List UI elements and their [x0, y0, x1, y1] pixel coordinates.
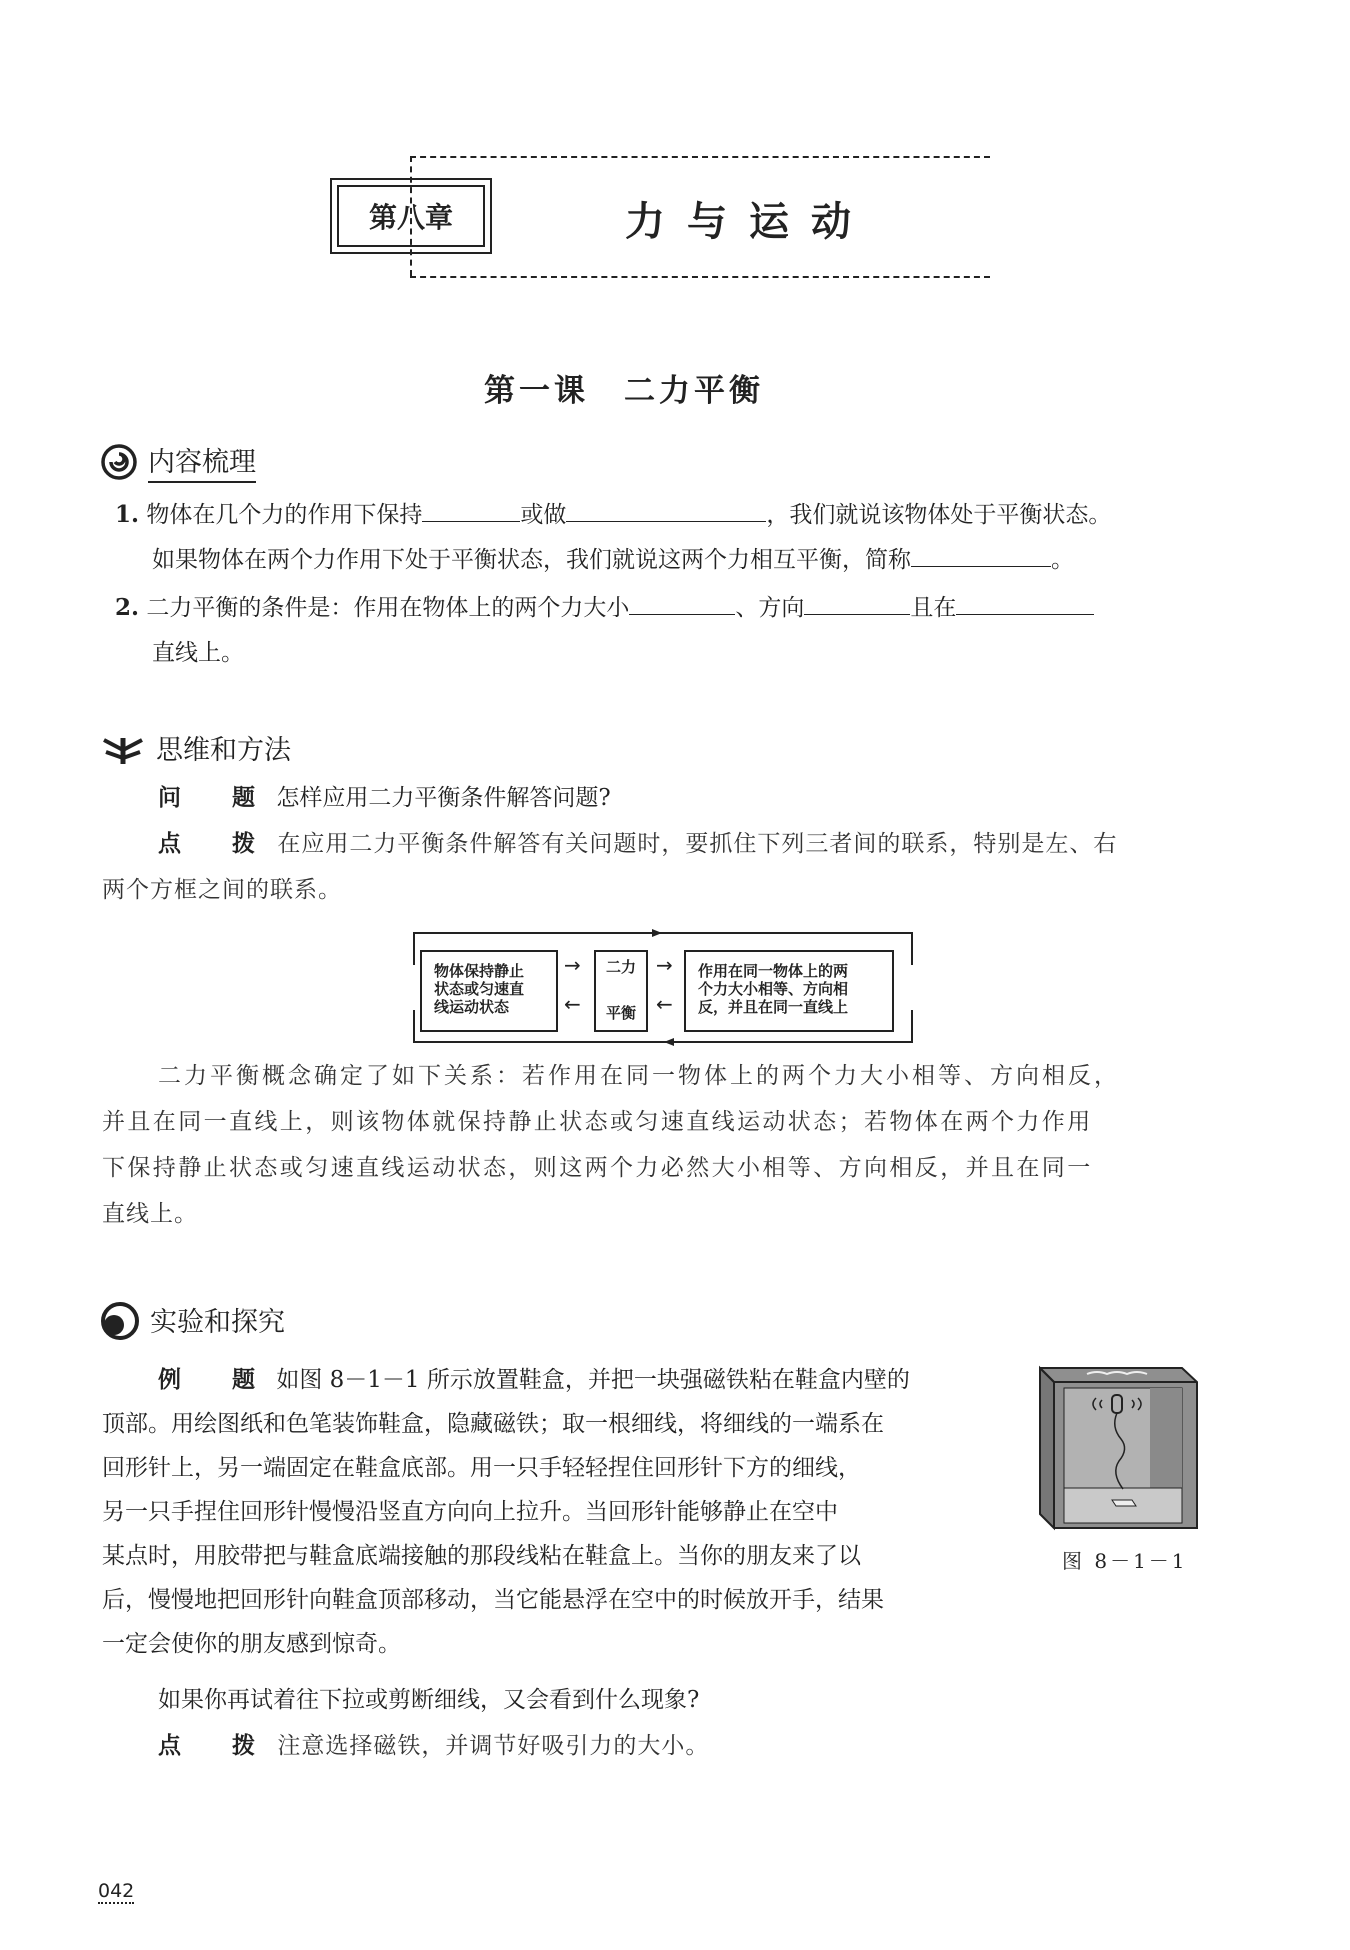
chapter-label: 第八章: [337, 185, 485, 247]
section-content-header: [100, 440, 256, 483]
method-hint-line2: 两个方框之间的联系。: [102, 877, 342, 903]
arrow-right-1: →: [564, 953, 581, 977]
flow-box-state: 物体保持静止 状态或匀速直 线运动状态: [420, 950, 558, 1032]
method-question: 问 题 怎样应用二力平衡条件解答问题?: [158, 785, 611, 811]
flow-box-condition: 作用在同一物体上的两 个力大小相等、方向相 反，并且在同一直线上: [684, 950, 894, 1032]
method-para-line4: 直线上。: [102, 1201, 198, 1227]
section-content-title: 内容梳理: [148, 440, 256, 483]
flow-box-balance: 二力 平衡: [594, 950, 648, 1032]
experiment-line8: 如果你再试着往下拉或剪断细线，又会看到什么现象?: [158, 1687, 700, 1713]
arrow-left-1: ←: [564, 992, 581, 1016]
section-experiment-header: [100, 1300, 285, 1341]
content-item-1-line2: 如果物体在两个力作用下处于平衡状态，我们就说这两个力相互平衡，简称 。: [152, 542, 1074, 578]
experiment-line7: 一定会使你的朋友感到惊奇。: [102, 1631, 401, 1657]
page-number: 042: [98, 1880, 135, 1902]
shoebox-figure: [1032, 1358, 1202, 1538]
experiment-line2: 顶部。用绘图纸和色笔装饰鞋盒，隐藏磁铁；取一根细线，将细线的一端系在: [102, 1411, 884, 1437]
method-hint-line1: 点 拨 在应用二力平衡条件解答有关问题时，要抓住下列三者间的联系，特别是左、右: [158, 831, 1118, 857]
chapter-title: 力与运动: [625, 198, 873, 245]
content-item-2-line1: 2. 二力平衡的条件是：作用在物体上的两个力大小 、方向 且在: [115, 590, 1094, 626]
experiment-line6: 后，慢慢地把回形针向鞋盒顶部移动，当它能悬浮在空中的时候放开手，结果: [102, 1587, 884, 1613]
experiment-line3: 回形针上，另一端固定在鞋盒底部。用一只手轻轻捏住回形针下方的细线，: [102, 1455, 861, 1481]
content-item-1-line1: 1. 物体在几个力的作用下保持 或做 ，我们就说该物体处于平衡状态。: [115, 501, 1112, 528]
section-experiment-title: 实验和探究: [150, 1307, 285, 1338]
experiment-line4: 另一只手捏住回形针慢慢沿竖直方向向上拉升。当回形针能够静止在空中: [102, 1499, 838, 1525]
lesson-title: 第一课 二力平衡: [484, 373, 764, 409]
method-para-line3: 下保持静止状态或匀速直线运动状态，则这两个力必然大小相等、方向相反，并且在同一: [102, 1155, 1093, 1181]
experiment-line1: 例 题 如图 8－1－1 所示放置鞋盒，并把一块强磁铁粘在鞋盒内壁的: [158, 1367, 910, 1393]
content-item-2-line2: 直线上。: [152, 640, 244, 666]
arrow-left-2: ←: [656, 992, 673, 1016]
arrow-right-2: →: [656, 953, 673, 977]
spiral-icon: [100, 443, 138, 481]
method-para-line1: 二力平衡概念确定了如下关系：若作用在同一物体上的两个力大小相等、方向相反，: [158, 1063, 1120, 1089]
experiment-hint: 点 拨 注意选择磁铁，并调节好吸引力的大小。: [158, 1733, 710, 1759]
experiment-line5: 某点时，用胶带把与鞋盒底端接触的那段线粘在鞋盒上。当你的朋友来了以: [102, 1543, 861, 1569]
section-method-header: [100, 728, 291, 769]
circles-icon: [100, 1301, 140, 1341]
section-method-title: 思维和方法: [156, 735, 291, 766]
method-para-line2: 并且在同一直线上，则该物体就保持静止状态或匀速直线运动状态；若物体在两个力作用: [102, 1109, 1093, 1135]
figure-caption: 图 8－1－1: [1062, 1549, 1188, 1573]
sprout-icon: [100, 732, 146, 766]
